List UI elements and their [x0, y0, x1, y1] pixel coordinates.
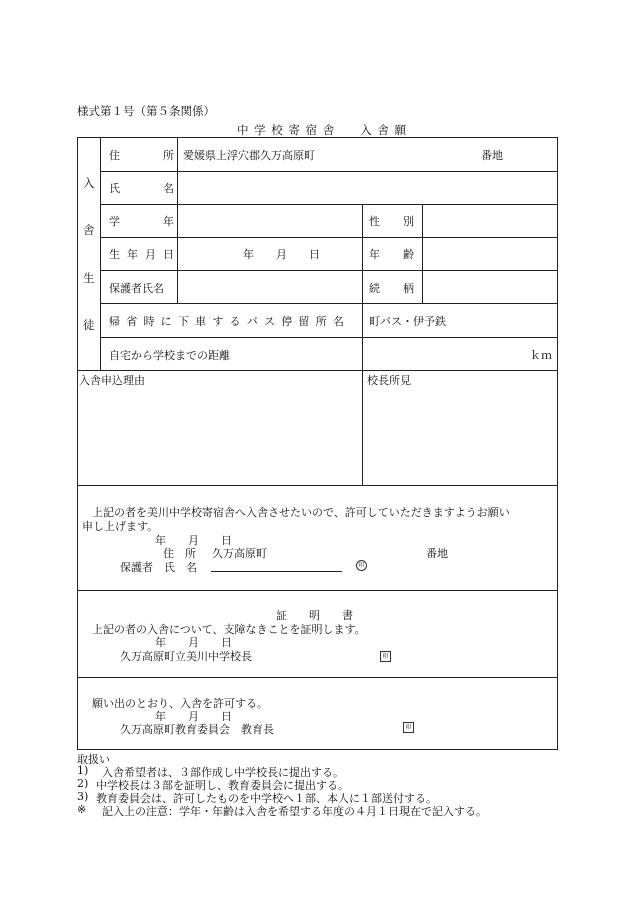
notes-heading: 取扱い — [77, 753, 110, 766]
note-3-text: 教育委員会は、許可したものを中学校へ１部、本人に１部送付する。 — [96, 792, 437, 805]
label-char: ス — [263, 315, 275, 328]
address-label — [109, 147, 174, 163]
distance-unit: ｋｍ — [530, 349, 552, 362]
label-char: 学 — [109, 215, 120, 228]
label-char: 住 — [109, 149, 120, 162]
note-1-num: 1) — [77, 764, 89, 777]
application-address-value: 久万高原町 — [212, 547, 267, 560]
label-char: 年 — [369, 248, 380, 261]
label-char: 名 — [163, 182, 174, 195]
address-value: 愛媛県上浮穴郡久万高原町 — [183, 149, 315, 162]
application-text-line2: 申し上げます。 — [82, 520, 159, 533]
student-section-char-3: 生 — [83, 271, 95, 285]
label-char: す — [212, 315, 224, 328]
certificate-title: 証 明 書 — [276, 609, 353, 622]
label-char: 帰 — [109, 315, 120, 328]
sex-label — [369, 213, 414, 229]
grade-label — [109, 213, 174, 229]
note-2-num: 2) — [77, 777, 89, 790]
note-1-text: 入舎希望者は、３部作成し中学校長に提出する。 — [102, 766, 344, 779]
label-char: る — [229, 315, 241, 328]
certificate-date: 年 月 日 — [155, 636, 232, 649]
permission-date: 年 月 日 — [155, 710, 232, 723]
label-char: 続 — [369, 282, 380, 295]
label-char: 停 — [281, 315, 293, 328]
birth-value: 年 月 日 — [243, 248, 320, 261]
note-4-num: ※ — [77, 803, 87, 816]
label-char: 別 — [403, 215, 414, 228]
note-3-num: 3) — [77, 790, 89, 803]
label-char: 下 — [177, 315, 189, 328]
reason-label: 入舎申込理由 — [79, 374, 145, 387]
application-guardian-label: 保護者 氏 名 — [120, 561, 197, 574]
permission-text: 願い出のとおり、入舎を許可する。 — [92, 697, 268, 710]
certificate-signer: 久万高原町立美川中学校長 — [120, 650, 252, 663]
principal-seal: 印 — [380, 651, 391, 662]
application-address-label: 住 所 — [163, 547, 196, 560]
guardian-label: 保護者氏名 — [109, 282, 164, 295]
label-char: 車 — [195, 315, 207, 328]
student-section-char-4: 徒 — [83, 318, 95, 332]
bus-stop-label — [109, 313, 344, 329]
label-char: 年 — [163, 215, 174, 228]
student-section-char-1: 入 — [83, 176, 95, 190]
label-char: 留 — [298, 315, 310, 328]
label-char: に — [160, 315, 172, 328]
principal-opinion-label: 校長所見 — [367, 374, 411, 387]
application-date: 年 月 日 — [155, 534, 232, 547]
student-section-char-2: 舎 — [83, 223, 95, 237]
form-number: 様式第１号（第５条関係） — [77, 104, 215, 118]
permission-signer: 久万高原町教育委員会 教育長 — [120, 723, 274, 736]
distance-label: 自宅から学校までの距離 — [109, 349, 230, 362]
address-suffix: 番地 — [481, 149, 503, 162]
label-char: 所 — [163, 149, 174, 162]
label-char: 氏 — [109, 182, 120, 195]
label-char: 時 — [143, 315, 155, 328]
label-char: 齢 — [403, 248, 414, 261]
birth-label — [109, 246, 174, 262]
application-text-line1: 上記の者を美川中学校寄宿舎へ入舎させたいので、許可していただきますようお願い — [92, 506, 510, 519]
label-char: 月 — [145, 248, 156, 261]
name-label — [109, 180, 174, 196]
label-char: 生 — [109, 248, 120, 261]
note-4-text: 記入上の注意：学年・年齢は入舎を希望する年度の４月１日現在で記入する。 — [102, 805, 487, 818]
label-char: バ — [246, 315, 258, 328]
note-2-text: 中学校長は３部を証明し、教育委員会に提出する。 — [96, 779, 349, 792]
age-label — [369, 246, 414, 262]
superintendent-seal: 印 — [403, 722, 414, 733]
label-char: 柄 — [403, 282, 414, 295]
guardian-signature-line — [211, 571, 342, 572]
label-char: 年 — [127, 248, 138, 261]
bus-stop-value: 町バス・伊予鉄 — [369, 315, 446, 328]
application-address-suffix: 番地 — [426, 547, 448, 560]
label-char: 名 — [332, 315, 344, 328]
relation-label — [369, 280, 414, 296]
certificate-text: 上記の者の入舎について、支障なきことを証明します。 — [92, 623, 366, 636]
label-char: 性 — [369, 215, 380, 228]
guardian-seal: 印 — [356, 560, 367, 571]
label-char: 所 — [315, 315, 327, 328]
form-title: 中 学 校 寄 宿 舎 入 舎 願 — [237, 123, 408, 137]
label-char: 省 — [126, 315, 138, 328]
label-char: 日 — [163, 248, 174, 261]
